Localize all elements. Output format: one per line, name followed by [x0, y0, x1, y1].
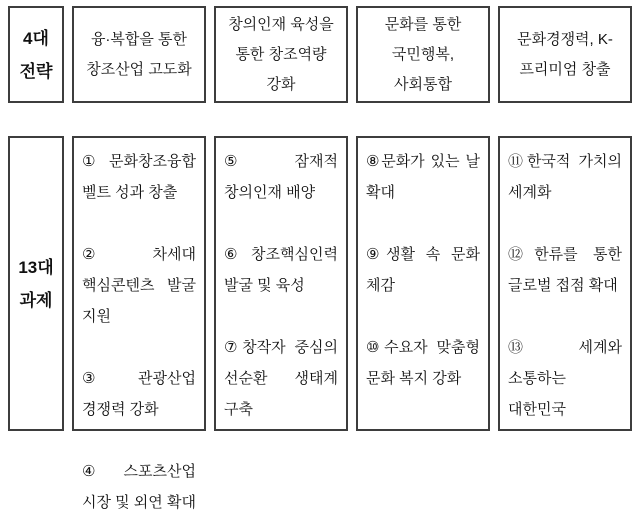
task-column-4 — [498, 136, 632, 431]
strategy-box-2 — [214, 6, 348, 103]
task-item-9: ⑨생활 속 문화 체감 — [366, 246, 480, 294]
strategy-box-3 — [356, 6, 490, 103]
task-column-2 — [214, 136, 348, 431]
task-item-3: ③관광산업 경쟁력 강화 — [82, 370, 196, 418]
task-item-2: ②차세대 핵심콘텐츠 발굴 지원 — [82, 246, 196, 325]
task-item-13: ⑬세계와 소통하는 대한민국 — [508, 339, 622, 418]
task-item-6: ⑥창조핵심인력 발굴 및 육성 — [224, 246, 338, 294]
strategy-row — [0, 6, 640, 103]
strategy-label-line1: 4대 — [23, 28, 49, 48]
task-column-1 — [72, 136, 206, 511]
task-label-line2: 과제 — [19, 290, 53, 310]
strategy-text-4: 문화경쟁력, K-프리미엄 창출 — [517, 30, 613, 78]
strategy-text-3: 문화를 통한 국민행복, 사회통합 — [384, 15, 462, 93]
task-item-10: ⑩수요자 맞춤형 문화 복지 강화 — [366, 339, 480, 387]
task-row-label — [8, 136, 64, 431]
task-item-12: ⑫한류를 통한 글로벌 접점 확대 — [508, 246, 622, 294]
task-item-7: ⑦창작자 중심의 선순환 생태계 구축 — [224, 339, 338, 418]
strategy-text-2: 창의인재 육성을 통한 창조역량 강화 — [228, 15, 334, 93]
task-item-5: ⑤잠재적 창의인재 배양 — [224, 153, 338, 201]
task-item-1: ①문화창조융합 벨트 성과 창출 — [82, 153, 196, 201]
task-item-8: ⑧문화가 있는 날 확대 — [366, 153, 480, 201]
task-row — [0, 136, 640, 511]
strategy-box-4 — [498, 6, 632, 103]
strategy-task-diagram — [0, 6, 640, 511]
task-label-line1: 13대 — [18, 257, 54, 277]
strategy-label-line2: 전략 — [19, 61, 53, 81]
task-item-11: ⑪한국적 가치의 세계화 — [508, 153, 622, 201]
task-column-3 — [356, 136, 490, 431]
strategy-text-1: 융·복합을 통한 창조산업 고도화 — [86, 30, 192, 78]
strategy-box-1 — [72, 6, 206, 103]
task-item-4: ④스포츠산업 시장 및 외연 확대 — [82, 463, 196, 511]
strategy-row-label — [8, 6, 64, 103]
